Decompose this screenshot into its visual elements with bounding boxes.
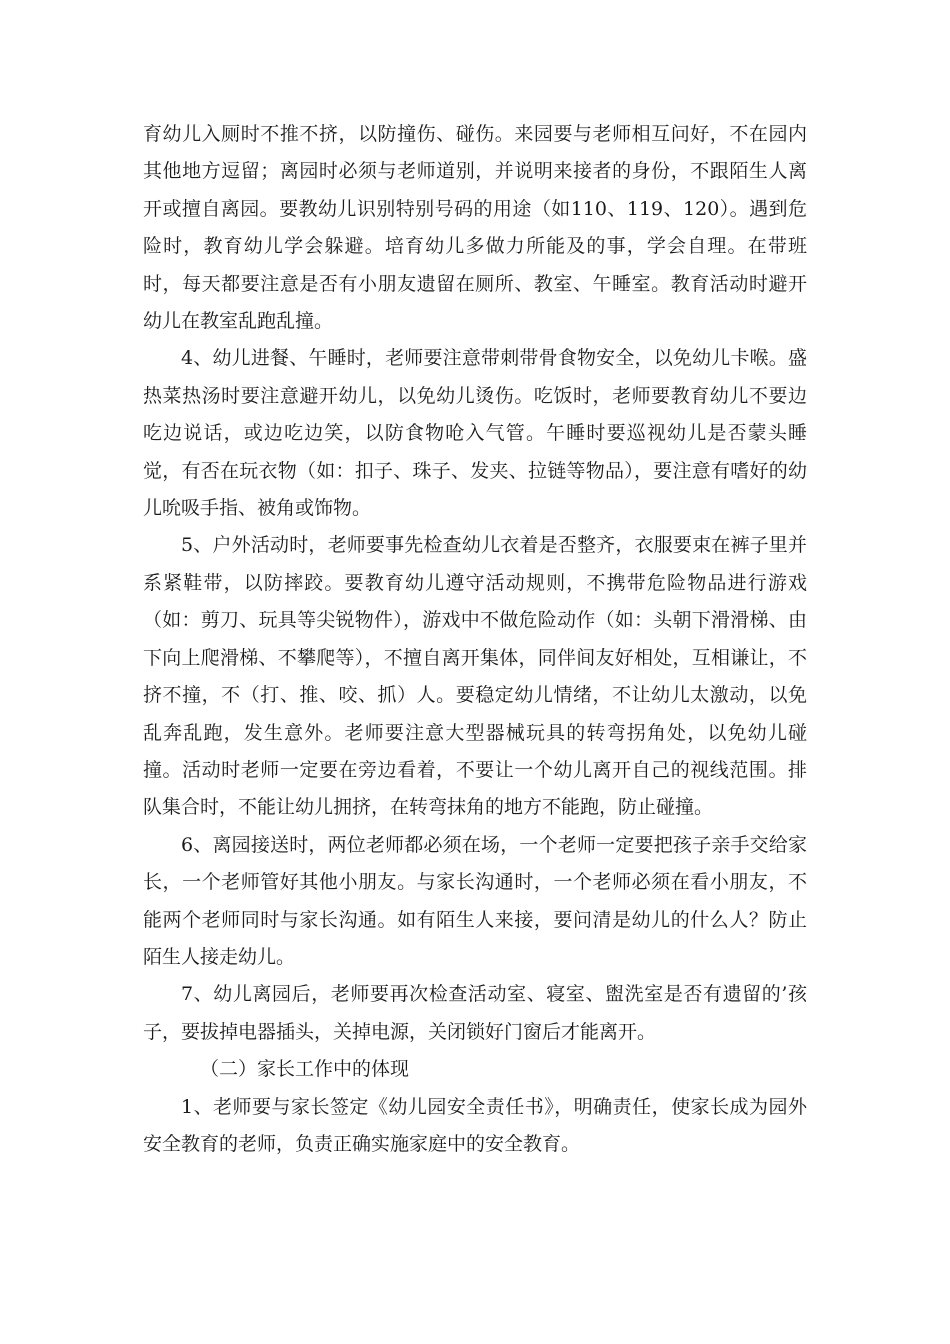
- paragraph-item-7: 7、幼儿离园后，老师要再次检查活动室、寝室、盥洗室是否有遗留的’孩子，要拔掉电器插头，关掉电源，关闭锁好门窗后才能离开。: [143, 983, 807, 1043]
- paragraph-item-1: 1、老师要与家长签定《幼儿园安全责任书》，明确责任，使家长成为园外安全教育的老师，负责正确实施家庭中的安全教育。: [143, 1095, 807, 1155]
- paragraph-continuation: 育幼儿入厕时不推不挤，以防撞伤、碰伤。来园要与老师相互问好，不在园内其他地方逗留；离园时必须与老师道别，并说明来接者的身份，不跟陌生人离开或擅自离园。要教幼儿识别特别号码的用途（如110、119、120）。遇到危险时，教育幼儿学会躲避。培育幼儿多做力所能及的事，学会自理。在带班时，每天都要注意是否有小朋友遗留在厕所、教室、午睡室。教育活动时避开幼儿在教室乱跑乱撞。: [143, 123, 807, 333]
- paragraph-item-4: 4、幼儿进餐、午睡时，老师要注意带刺带骨食物安全，以免幼儿卡喉。盛热菜热汤时要注意避开幼儿，以免幼儿烫伤。吃饭时，老师要教育幼儿不要边吃边说话，或边吃边笑，以防食物呛入气管。午睡时要巡视幼儿是否蒙头睡觉，有否在玩衣物（如：扣子、珠子、发夹、拉链等物品），要注意有嗜好的幼儿吮吸手指、被角或饰物。: [143, 347, 807, 520]
- paragraph-item-6: 6、离园接送时，两位老师都必须在场，一个老师一定要把孩子亲手交给家长，一个老师管好其他小朋友。与家长沟通时，一个老师必须在看小朋友，不能两个老师同时与家长沟通。如有陌生人来接，要问清是幼儿的什么人？防止陌生人接走幼儿。: [143, 833, 807, 968]
- paragraph-item-5: 5、户外活动时，老师要事先检查幼儿衣着是否整齐，衣服要束在裤子里并系紧鞋带，以防摔跤。要教育幼儿遵守活动规则，不携带危险物品进行游戏（如：剪刀、玩具等尖锐物件），游戏中不做危险动作（如：头朝下滑滑梯、由下向上爬滑梯、不攀爬等），不擅自离开集体，同伴间友好相处，互相谦让，不挤不撞，不（打、推、咬、抓）人。要稳定幼儿情绪，不让幼儿太激动，以免乱奔乱跑，发生意外。老师要注意大型器械玩具的转弯拐角处，以免幼儿碰撞。活动时老师一定要在旁边看着，不要让一个幼儿离开自己的视线范围。排队集合时，不能让幼儿拥挤，在转弯抹角的地方不能跑，防止碰撞。: [143, 534, 807, 819]
- section-heading: （二）家长工作中的体现: [200, 1058, 410, 1081]
- document-body: [143, 116, 807, 1163]
